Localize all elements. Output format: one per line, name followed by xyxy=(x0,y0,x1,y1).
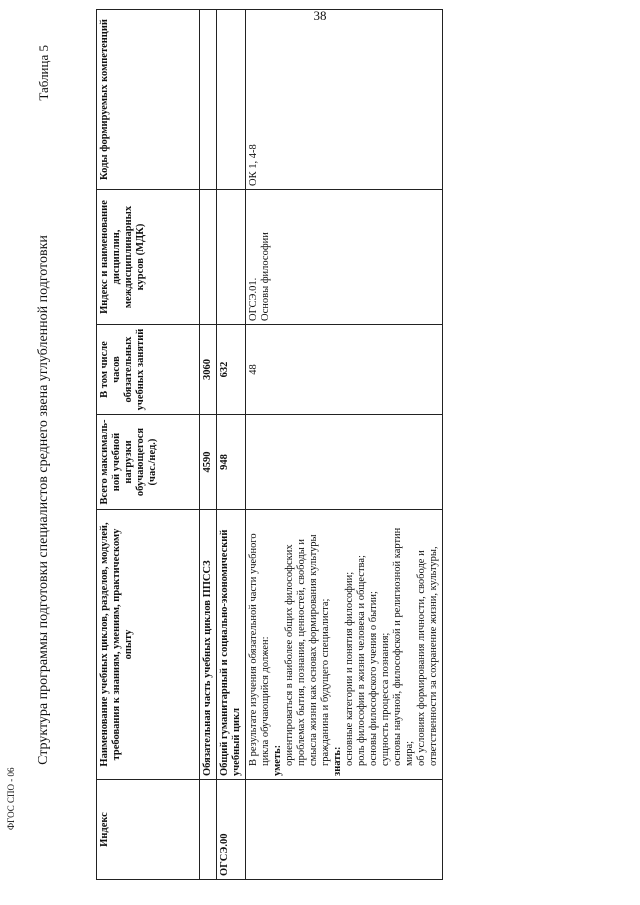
cycle-required: 632 xyxy=(217,325,246,415)
discipline-requirements xyxy=(246,510,443,780)
mandatory-required: 3060 xyxy=(200,325,217,415)
discipline-cell xyxy=(246,190,443,325)
know-item: сущность процесса познания; xyxy=(380,632,391,766)
know-label: знать: xyxy=(332,746,343,776)
know-item: роль философии в жизни человека и общества; xyxy=(356,555,367,766)
discipline-code: ОГСЭ.01. xyxy=(248,277,259,321)
header-competencies: Коды формируемых компетенций xyxy=(97,10,200,190)
discipline-title: Основы философии xyxy=(260,232,271,321)
header-disciplines: Индекс и наименование дисциплин, междисциплинарных курсов (МДК) xyxy=(97,190,200,325)
page-number: 38 xyxy=(313,8,327,23)
know-item: основные категории и понятия философии; xyxy=(344,571,355,766)
table-header-row xyxy=(97,10,200,880)
cycle-name: Общий гуманитарный и социально-экономический учебный цикл xyxy=(217,510,246,780)
discipline-competencies: ОК 1, 4-8 xyxy=(246,10,443,190)
header-required: В том числе часов обязательных учебных занятий xyxy=(97,325,200,415)
can-label: уметь: xyxy=(272,744,283,776)
table-label: Таблица 5 xyxy=(36,45,51,101)
requirements-intro: В результате изучения обязательной части учебного цикла обучающийся должен: xyxy=(248,533,271,766)
know-item: основы философского учения о бытии; xyxy=(368,591,379,766)
mandatory-part-label: Обязательная часть учебных циклов ППССЗ xyxy=(200,510,217,780)
discipline-required: 48 xyxy=(246,325,443,415)
rotated-page-content xyxy=(36,10,596,880)
know-item: об условиях формирования личности, свободе и ответственности за сохранение жизни, культуры, xyxy=(416,546,439,766)
curriculum-table xyxy=(96,9,443,880)
cycle-index: ОГСЭ.00 xyxy=(217,780,246,880)
table-row xyxy=(246,10,443,880)
header-index: Индекс xyxy=(97,780,200,880)
cycle-max-load: 948 xyxy=(217,415,246,510)
table-row xyxy=(217,10,246,880)
footer-code: ФГОС СПО - 06 xyxy=(6,767,16,830)
header-max-load: Всего максималь-ной учебной нагрузки обучающегося (час./нед.) xyxy=(97,415,200,510)
table-row xyxy=(200,10,217,880)
mandatory-max-load: 4590 xyxy=(200,415,217,510)
header-name: Наименование учебных циклов, разделов, модулей, требования к знаниям, умениям, практическому опыту xyxy=(97,510,200,780)
can-item: ориентироваться в наиболее общих философских проблемах бытия, познания, ценностей, свободы и смысла жизни как основах формирования культуры гражданина и будущего специалиста; xyxy=(284,534,331,766)
table-caption: Структура программы подготовки специалистов среднего звена углубленной подготовки xyxy=(36,235,51,765)
know-item: основы научной, философской и религиозной картин мира; xyxy=(392,527,415,766)
